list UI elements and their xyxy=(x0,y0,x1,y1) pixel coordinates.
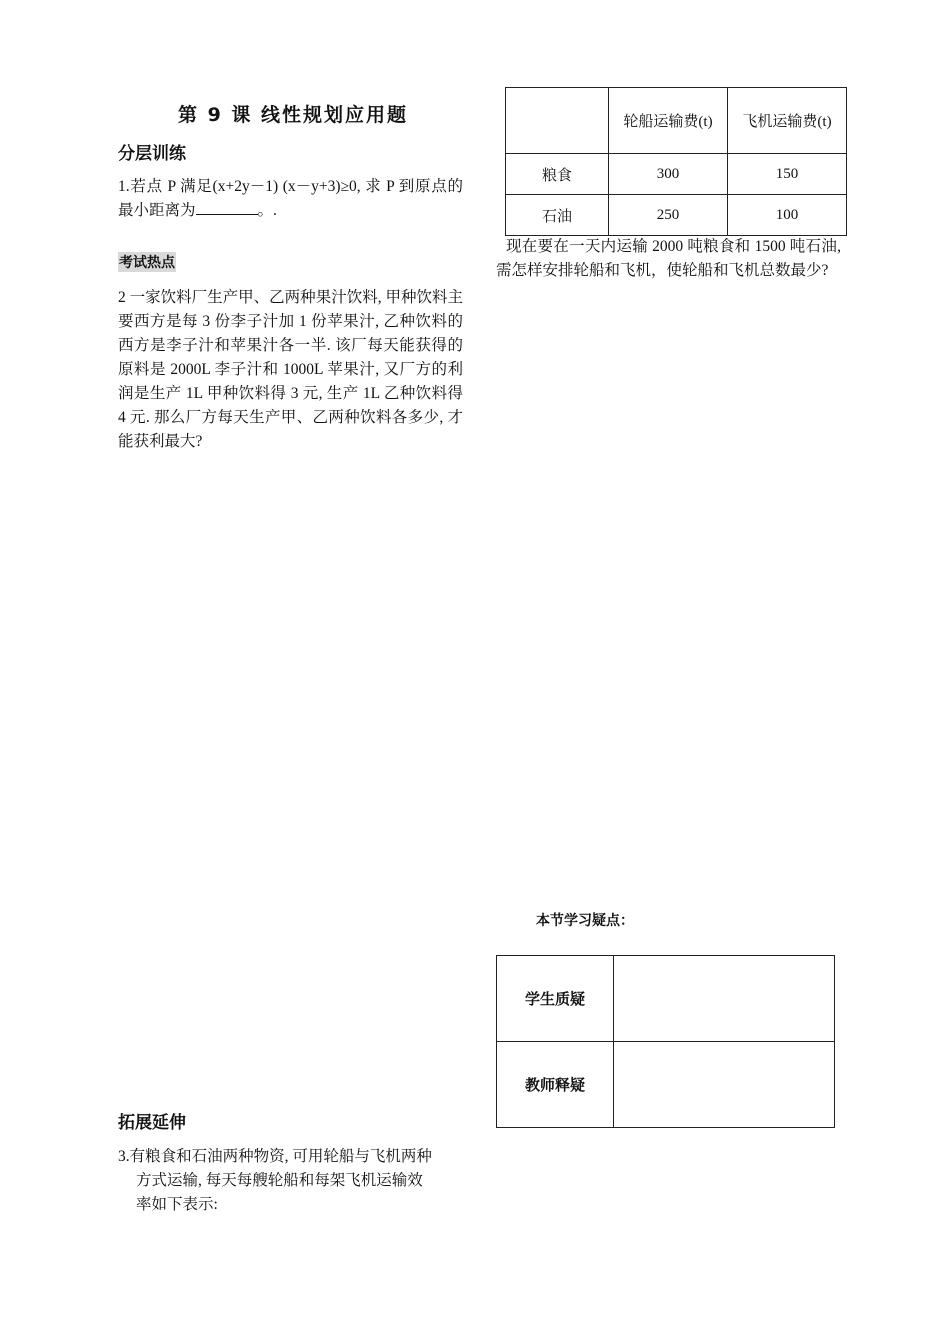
table-cell: 石油 xyxy=(506,195,609,236)
question-3 xyxy=(118,1145,463,1217)
question-1 xyxy=(118,175,463,223)
answer-blank xyxy=(196,200,258,215)
table-row xyxy=(506,195,847,236)
table-header-row xyxy=(506,88,847,154)
question-1-tail: 。. xyxy=(257,202,277,219)
question-3-line: 率如下表示: xyxy=(136,1196,218,1213)
table-cell: 学生质疑 xyxy=(497,956,614,1042)
teacher-answer-field[interactable] xyxy=(614,1042,835,1128)
section-heading-training: 分层训练 xyxy=(118,144,186,164)
question-3-line: 方式运输, 每天每艘轮船和每架飞机运输效 xyxy=(136,1172,423,1189)
table-cell: 教师释疑 xyxy=(497,1042,614,1128)
table-cell xyxy=(506,88,609,154)
table-header-cell: 飞机运输费(t) xyxy=(728,88,847,154)
table-row xyxy=(506,154,847,195)
table-row xyxy=(497,1042,835,1128)
doubt-section-title: 本节学习疑点： xyxy=(536,913,634,929)
page-title: 第 9 课 线性规划应用题 xyxy=(177,104,409,126)
question-3-question: 现在要在一天内运输 2000 吨粮食和 1500 吨石油, 需怎样安排轮船和飞机，使轮船和飞机总数最少? xyxy=(496,238,841,279)
table-cell: 300 xyxy=(609,154,728,195)
table-cell: 粮食 xyxy=(506,154,609,195)
doubt-table xyxy=(496,955,835,1128)
table-header-cell: 轮船运输费(t) xyxy=(609,88,728,154)
table-cell: 250 xyxy=(609,195,728,236)
table-cell: 150 xyxy=(728,154,847,195)
section-heading-extend: 拓展延伸 xyxy=(118,1113,186,1133)
table-cell: 100 xyxy=(728,195,847,236)
student-doubt-field[interactable] xyxy=(614,956,835,1042)
question-1-text: 1.若点 P 满足(x+2y－1) (x－y+3)≥0, 求 P 到原点的最小距离为 xyxy=(118,178,463,219)
table-row xyxy=(497,956,835,1042)
hot-topic-label: 考试热点 xyxy=(118,252,176,272)
question-3-line: 3.有粮食和石油两种物资, 可用轮船与飞机两种 xyxy=(118,1148,432,1165)
question-2: 2 一家饮料厂生产甲、乙两种果汁饮料, 甲种饮料主要西方是每 3 份李子汁加 1 份苹果汁, 乙种饮料的西方是李子汁和苹果汁各一半. 该厂每天能获得的原料是 2000L 李子汁和 1000L 苹果汁, 又厂方的利润是生产 1L 甲种饮料得 3 元, 生产 1L 乙种饮料得 4 元. 那么厂方每天生产甲、乙两种饮料各多少, 才能获利最大? xyxy=(118,289,463,450)
transport-table xyxy=(505,87,847,236)
